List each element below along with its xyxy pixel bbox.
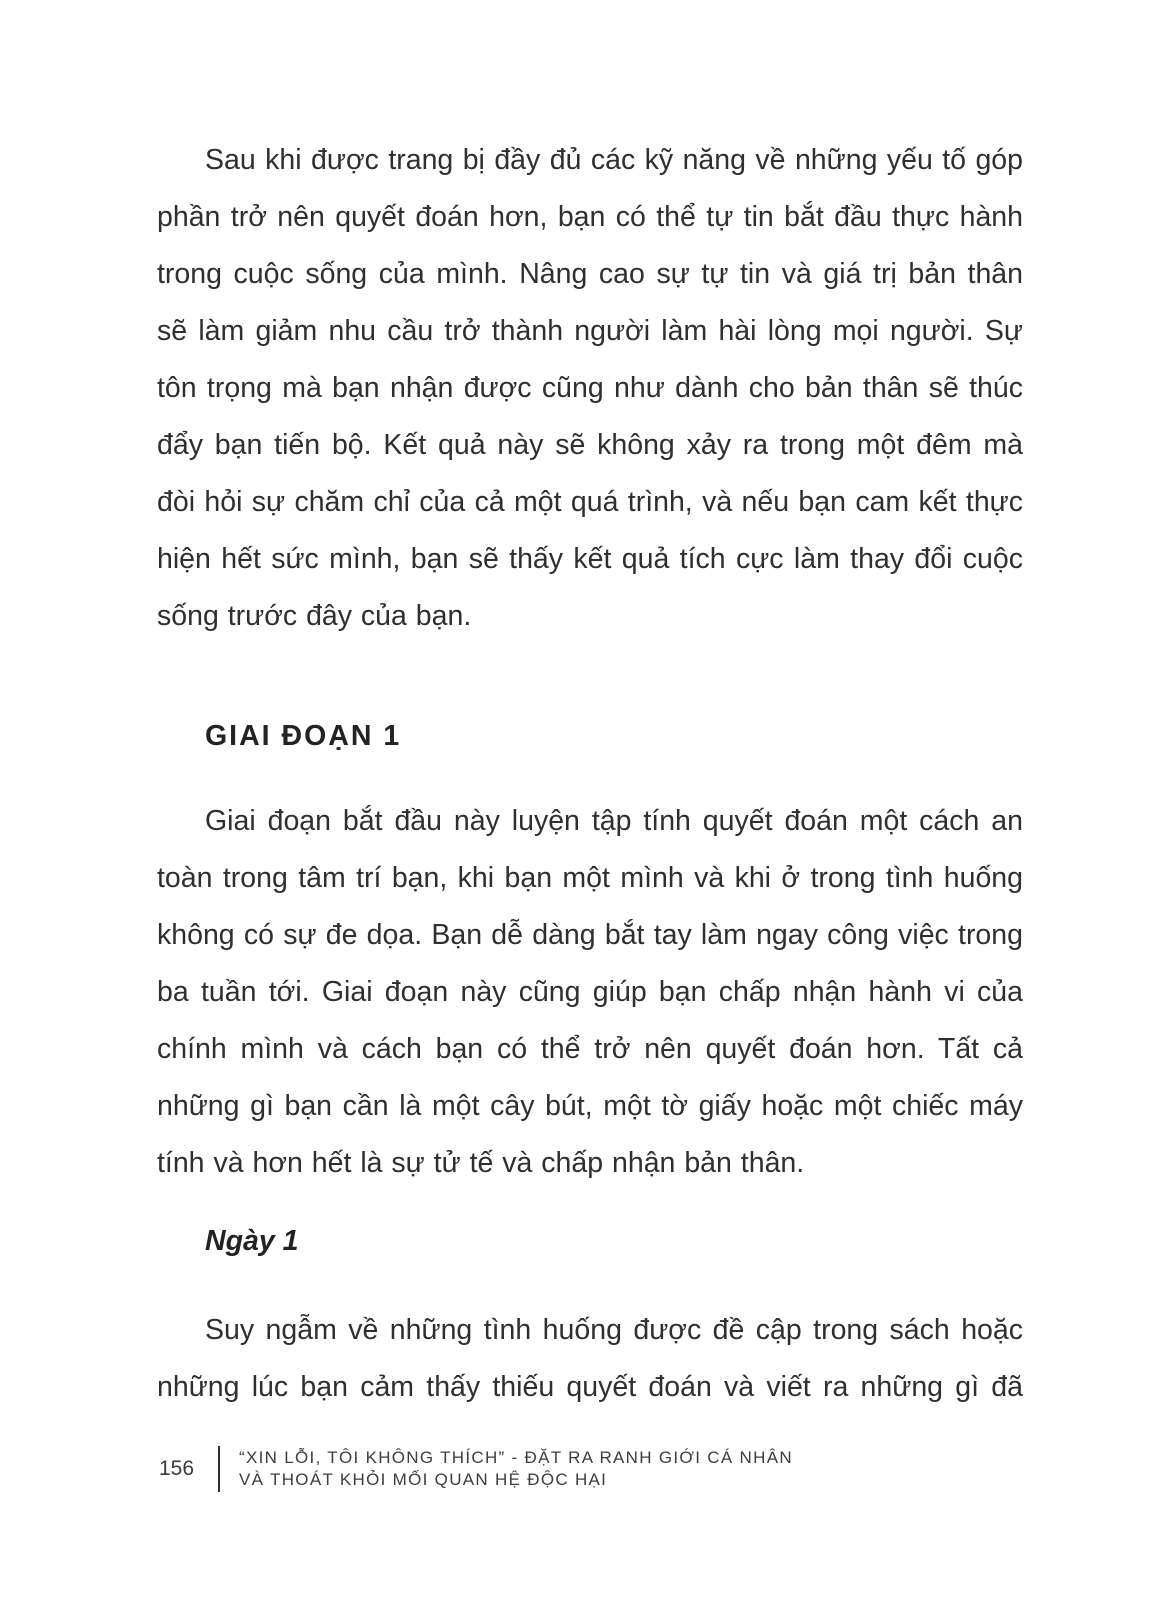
day-subheading: Ngày 1 — [205, 1225, 299, 1257]
page-footer — [159, 1446, 793, 1492]
paragraph: Sau khi được trang bị đầy đủ các kỹ năng về những yếu tố góp phần trở nên quyết đoán hơn, bạn có thể tự tin bắt đầu thực hành trong cuộc sống của mình. Nâng cao sự tự tin và giá trị bản thân sẽ làm giảm nhu cầu trở thành người làm hài lòng mọi người. Sự tôn trọng mà bạn nhận được cũng như dành cho bản thân sẽ thúc đẩy bạn tiến bộ. Kết quả này sẽ không xảy ra trong một đêm mà đòi hỏi sự chăm chỉ của cả một quá trình, và nếu bạn cam kết thực hiện hết sức mình, bạn sẽ thấy kết quả tích cực làm thay đổi cuộc sống trước đây của bạn. — [157, 144, 1023, 632]
footer-divider — [218, 1446, 220, 1492]
book-title — [239, 1447, 793, 1492]
book-title-line: “XIN LỖI, TÔI KHÔNG THÍCH” - ĐẶT RA RANH GIỚI CÁ NHÂN — [239, 1447, 793, 1467]
paragraph: Giai đoạn bắt đầu này luyện tập tính quyết đoán một cách an toàn trong tâm trí bạn, khi bạn một mình và khi ở trong tình huống không có sự đe dọa. Bạn dễ dàng bắt tay làm ngay công việc trong ba tuần tới. Giai đoạn này cũng giúp bạn chấp nhận hành vi của chính mình và cách bạn có thể trở nên quyết đoán hơn. Tất cả những gì bạn cần là một cây bút, một tờ giấy hoặc một chiếc máy tính và hơn hết là sự tử tế và chấp nhận bản thân. — [157, 805, 1023, 1179]
book-title-line: VÀ THOÁT KHỎI MỐI QUAN HỆ ĐỘC HẠI — [239, 1470, 608, 1489]
section-heading: GIAI ĐOẠN 1 — [205, 720, 402, 752]
page-number: 156 — [159, 1457, 195, 1480]
paragraph: Suy ngẫm về những tình huống được đề cập trong sách hoặc những lúc bạn cảm thấy thiếu quyết đoán và viết ra những gì đã — [157, 1314, 1023, 1403]
page-content — [157, 132, 1023, 1416]
